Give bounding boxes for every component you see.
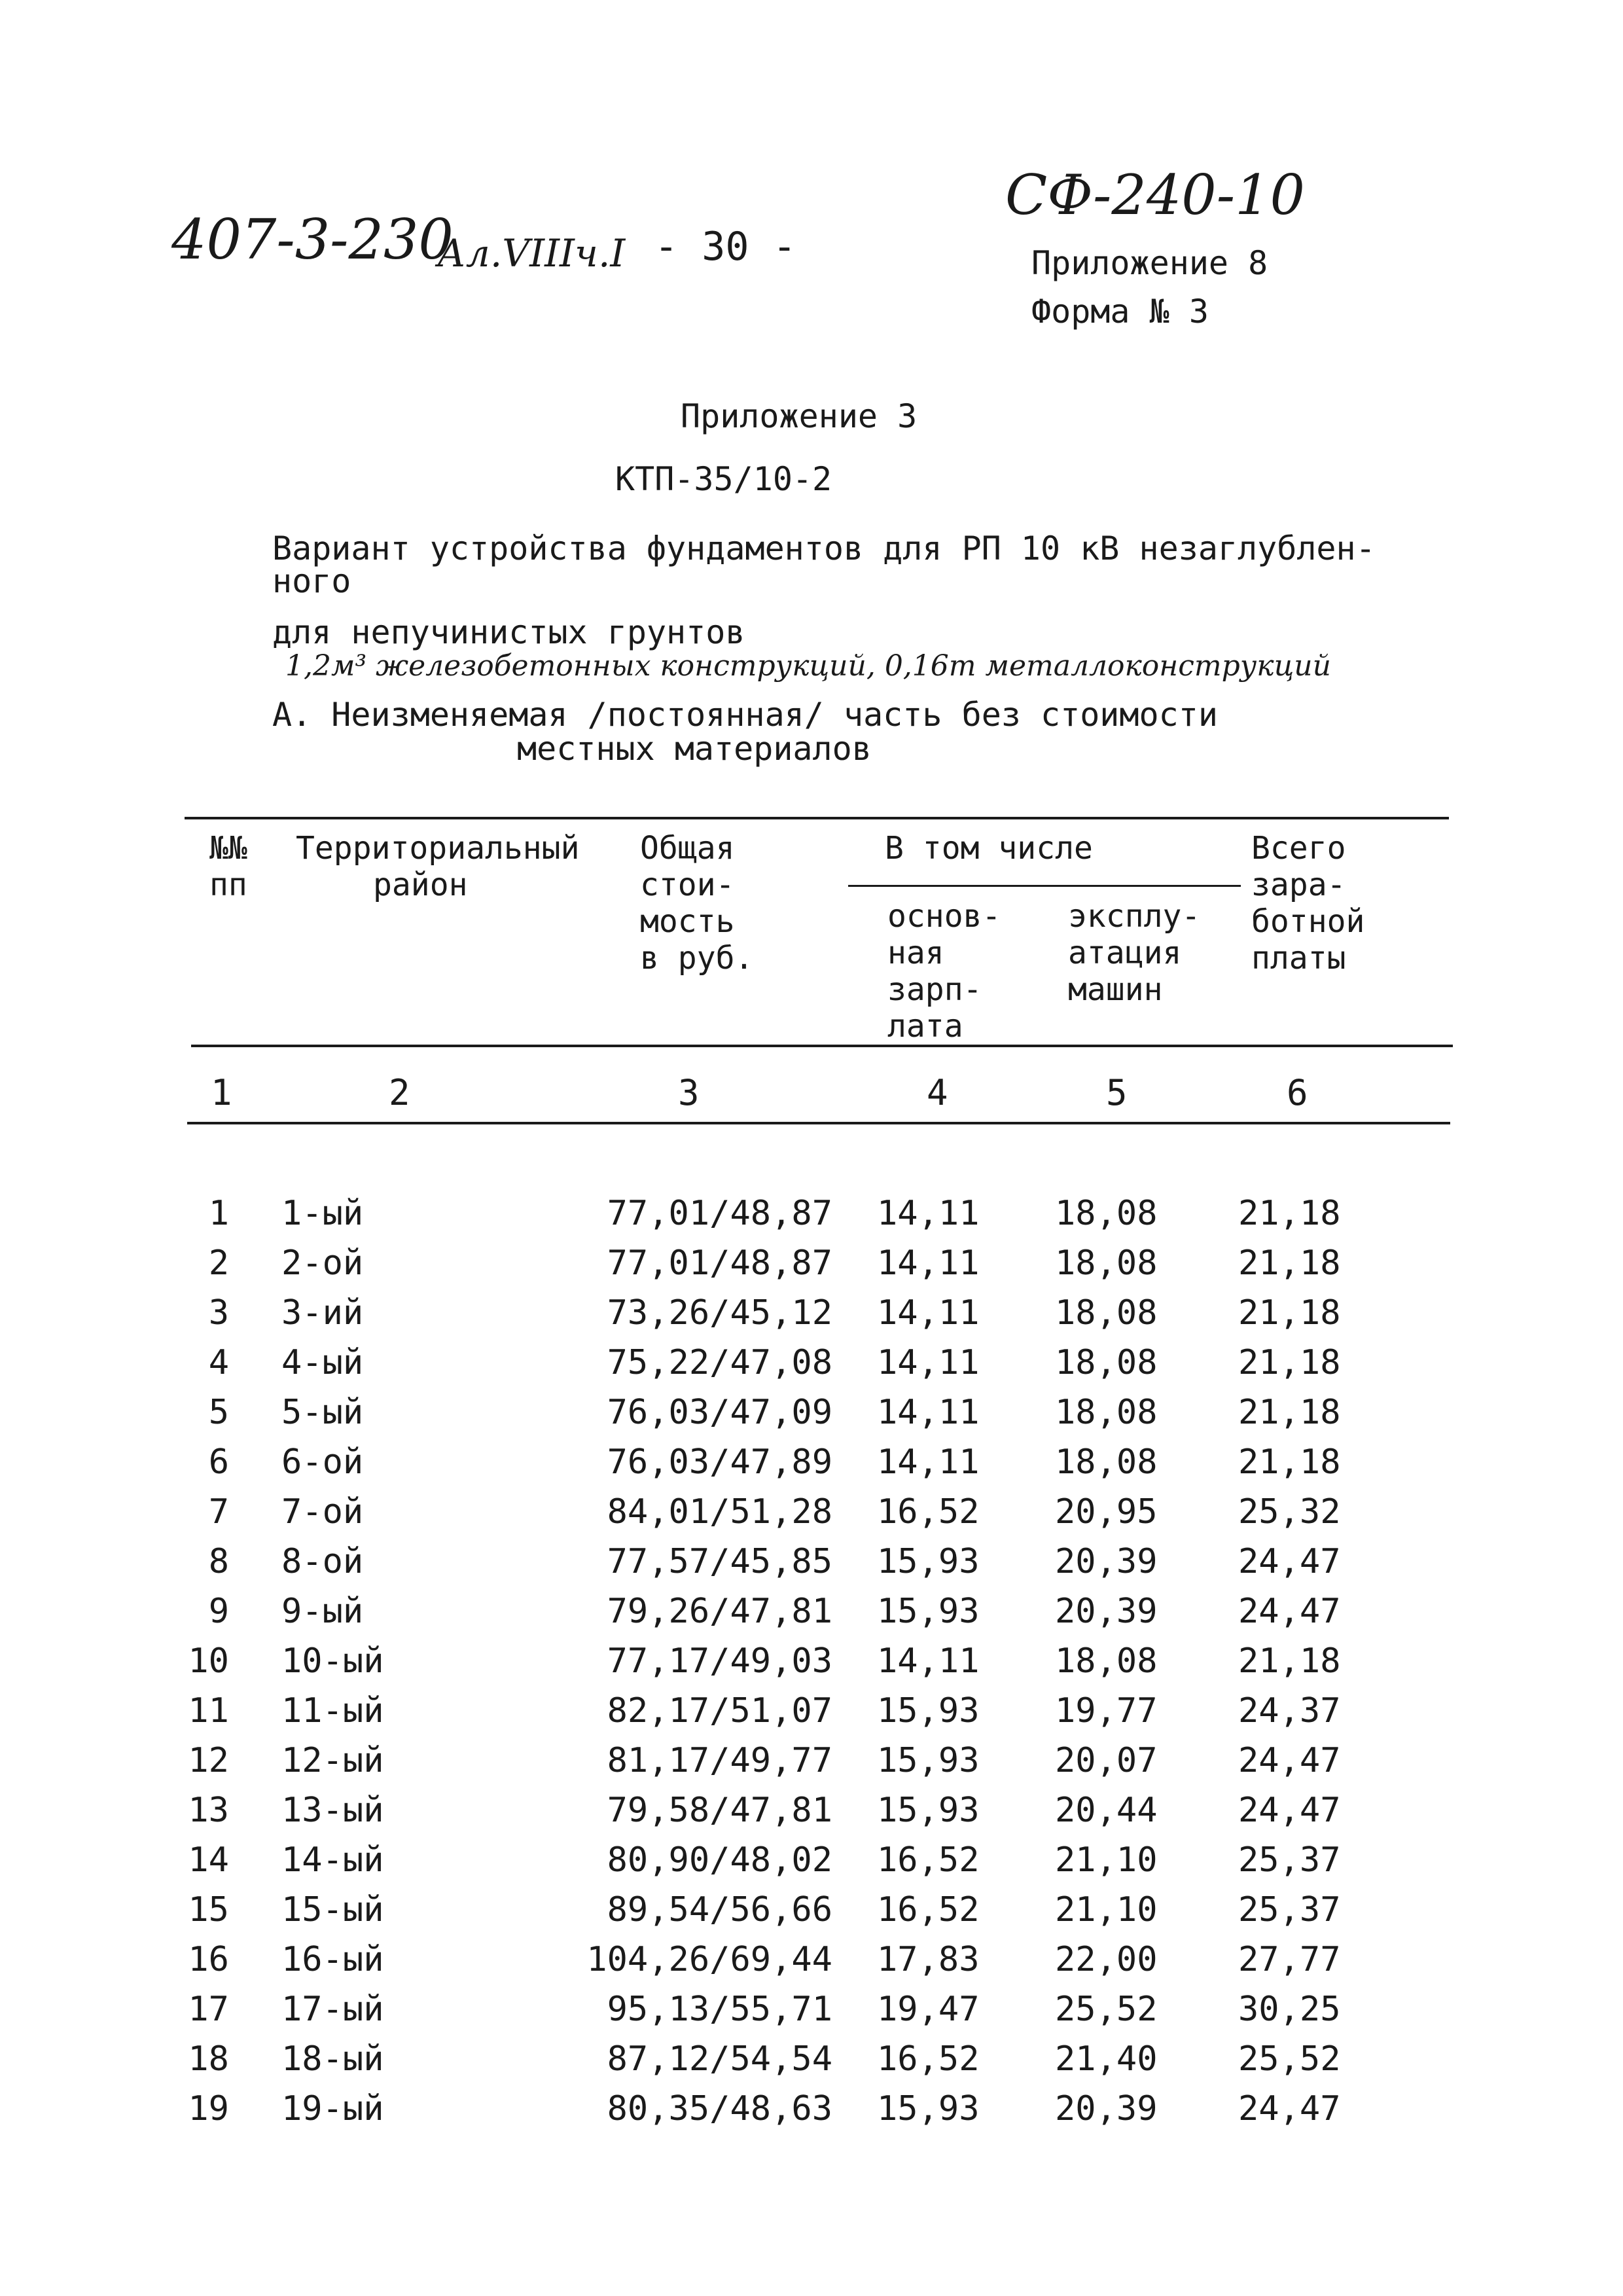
cell-wages: 21,18 bbox=[1238, 1343, 1341, 1382]
cell-base: 14,11 bbox=[877, 1244, 980, 1283]
cell-number: 13 bbox=[188, 1791, 229, 1830]
cell-total: 82,17/51,07 bbox=[607, 1691, 832, 1731]
cell-number: 10 bbox=[188, 1641, 229, 1681]
handwritten-materials-note: 1,2м³ железобетонных конструкций, 0,16т металлоконструкций bbox=[285, 649, 1331, 683]
document-code: 407-3-230 bbox=[171, 207, 454, 272]
table-top-rule bbox=[185, 817, 1449, 819]
cell-base: 14,11 bbox=[877, 1393, 980, 1432]
table-row bbox=[0, 1835, 1623, 1885]
cell-total: 73,26/45,12 bbox=[607, 1293, 832, 1333]
cell-number: 4 bbox=[208, 1343, 229, 1382]
cell-total: 77,01/48,87 bbox=[607, 1244, 832, 1283]
cell-region: 9-ый bbox=[281, 1592, 364, 1631]
cell-number: 8 bbox=[208, 1542, 229, 1581]
cell-total: 76,03/47,89 bbox=[607, 1443, 832, 1482]
handwritten-code: СФ-240-10 bbox=[1005, 163, 1305, 227]
table-row bbox=[0, 1388, 1623, 1437]
variant-line-2: ного bbox=[272, 562, 351, 600]
cell-region: 2-ой bbox=[281, 1244, 364, 1283]
variant-line-1: Вариант устройства фундаментов для РП 10 кВ незаглублен- bbox=[272, 529, 1376, 567]
cell-region: 11-ый bbox=[281, 1691, 384, 1731]
cell-base: 15,93 bbox=[877, 1741, 980, 1780]
cell-base: 15,93 bbox=[877, 1691, 980, 1731]
section-a-line-2: местных материалов bbox=[517, 730, 872, 768]
cell-machines: 18,08 bbox=[1055, 1293, 1158, 1333]
cell-base: 14,11 bbox=[877, 1343, 980, 1382]
table-row bbox=[0, 1288, 1623, 1338]
table-row bbox=[0, 1885, 1623, 1935]
header-col-region: Территориальный район bbox=[296, 830, 580, 903]
cell-base: 15,93 bbox=[877, 2089, 980, 2128]
cell-wages: 24,47 bbox=[1238, 1592, 1341, 1631]
cell-number: 11 bbox=[188, 1691, 229, 1731]
header-bottom-rule bbox=[191, 1045, 1453, 1047]
cell-machines: 25,52 bbox=[1055, 1990, 1158, 2029]
cell-machines: 20,44 bbox=[1055, 1791, 1158, 1830]
cell-machines: 21,40 bbox=[1055, 2039, 1158, 2079]
cell-base: 14,11 bbox=[877, 1293, 980, 1333]
cell-total: 79,26/47,81 bbox=[607, 1592, 832, 1631]
cell-machines: 21,10 bbox=[1055, 1840, 1158, 1880]
cell-base: 17,83 bbox=[877, 1940, 980, 1979]
cell-wages: 24,47 bbox=[1238, 1542, 1341, 1581]
album-reference: Ал.VIIIч.I bbox=[437, 231, 626, 276]
cell-wages: 24,47 bbox=[1238, 1741, 1341, 1780]
cell-region: 7-ой bbox=[281, 1492, 364, 1532]
cell-wages: 25,37 bbox=[1238, 1840, 1341, 1880]
cell-wages: 24,47 bbox=[1238, 2089, 1341, 2128]
cell-machines: 18,08 bbox=[1055, 1343, 1158, 1382]
cell-base: 16,52 bbox=[877, 2039, 980, 2079]
cell-region: 6-ой bbox=[281, 1443, 364, 1482]
header-col-base-wage: основ- ная зарп- лата bbox=[887, 898, 1001, 1045]
form-label: Форма № 3 bbox=[1031, 293, 1209, 331]
cell-region: 12-ый bbox=[281, 1741, 384, 1780]
header-col-total-cost: Общая стои- мость в руб. bbox=[640, 830, 754, 977]
cell-machines: 20,07 bbox=[1055, 1741, 1158, 1780]
cell-number: 19 bbox=[188, 2089, 229, 2128]
cell-base: 16,52 bbox=[877, 1492, 980, 1532]
column-number-3: 3 bbox=[678, 1072, 700, 1113]
cell-wages: 27,77 bbox=[1238, 1940, 1341, 1979]
cell-wages: 21,18 bbox=[1238, 1443, 1341, 1482]
cell-number: 5 bbox=[208, 1393, 229, 1432]
cell-machines: 18,08 bbox=[1055, 1443, 1158, 1482]
cell-base: 16,52 bbox=[877, 1840, 980, 1880]
cell-region: 14-ый bbox=[281, 1840, 384, 1880]
group-header-rule bbox=[848, 885, 1241, 887]
cell-number: 14 bbox=[188, 1840, 229, 1880]
table-row bbox=[0, 1984, 1623, 2034]
cell-region: 18-ый bbox=[281, 2039, 384, 2079]
cell-wages: 21,18 bbox=[1238, 1641, 1341, 1681]
table-row bbox=[0, 1587, 1623, 1636]
cell-region: 5-ый bbox=[281, 1393, 364, 1432]
cell-number: 18 bbox=[188, 2039, 229, 2079]
column-number-4: 4 bbox=[927, 1072, 948, 1113]
cell-total: 75,22/47,08 bbox=[607, 1343, 832, 1382]
cell-wages: 21,18 bbox=[1238, 1244, 1341, 1283]
cell-number: 16 bbox=[188, 1940, 229, 1979]
column-number-6: 6 bbox=[1287, 1072, 1308, 1113]
table-row bbox=[0, 1537, 1623, 1587]
cell-wages: 25,52 bbox=[1238, 2039, 1341, 2079]
header-col-total-wages: Всего зара- ботной платы bbox=[1251, 830, 1365, 977]
column-number-5: 5 bbox=[1106, 1072, 1128, 1113]
cell-base: 16,52 bbox=[877, 1890, 980, 1929]
cell-total: 104,26/69,44 bbox=[586, 1940, 832, 1979]
column-number-2: 2 bbox=[389, 1072, 410, 1113]
table-body bbox=[0, 1189, 1623, 2134]
table-row bbox=[0, 1785, 1623, 1835]
cell-machines: 18,08 bbox=[1055, 1641, 1158, 1681]
cell-number: 12 bbox=[188, 1741, 229, 1780]
cell-region: 15-ый bbox=[281, 1890, 384, 1929]
cell-region: 16-ый bbox=[281, 1940, 384, 1979]
cell-number: 9 bbox=[208, 1592, 229, 1631]
table-row bbox=[0, 1636, 1623, 1686]
table-row bbox=[0, 1686, 1623, 1736]
cell-machines: 19,77 bbox=[1055, 1691, 1158, 1731]
table-row bbox=[0, 1238, 1623, 1288]
cell-machines: 22,00 bbox=[1055, 1940, 1158, 1979]
cell-wages: 25,32 bbox=[1238, 1492, 1341, 1532]
cell-region: 1-ый bbox=[281, 1194, 364, 1233]
cell-region: 4-ый bbox=[281, 1343, 364, 1382]
column-number-1: 1 bbox=[211, 1072, 232, 1113]
cell-region: 3-ий bbox=[281, 1293, 364, 1333]
cell-number: 6 bbox=[208, 1443, 229, 1482]
cell-total: 77,01/48,87 bbox=[607, 1194, 832, 1233]
cell-machines: 20,95 bbox=[1055, 1492, 1158, 1532]
cell-number: 2 bbox=[208, 1244, 229, 1283]
header-col-machine-operation: эксплу- атация машин bbox=[1068, 898, 1201, 1008]
ktp-code: КТП-35/10-2 bbox=[615, 460, 832, 498]
cell-base: 15,93 bbox=[877, 1542, 980, 1581]
cell-base: 15,93 bbox=[877, 1592, 980, 1631]
cell-total: 80,35/48,63 bbox=[607, 2089, 832, 2128]
appendix-3-title: Приложение 3 bbox=[681, 397, 918, 435]
table-row bbox=[0, 1437, 1623, 1487]
cell-wages: 21,18 bbox=[1238, 1194, 1341, 1233]
table-row bbox=[0, 2034, 1623, 2084]
column-numbers-rule bbox=[187, 1122, 1450, 1124]
header-col-number: №№ пп bbox=[209, 830, 247, 903]
cell-total: 77,17/49,03 bbox=[607, 1641, 832, 1681]
cell-machines: 18,08 bbox=[1055, 1244, 1158, 1283]
cell-machines: 21,10 bbox=[1055, 1890, 1158, 1929]
cell-machines: 18,08 bbox=[1055, 1194, 1158, 1233]
cell-number: 15 bbox=[188, 1890, 229, 1929]
table-row bbox=[0, 1935, 1623, 1984]
cell-number: 17 bbox=[188, 1990, 229, 2029]
cell-number: 1 bbox=[208, 1194, 229, 1233]
cell-machines: 18,08 bbox=[1055, 1393, 1158, 1432]
table-row bbox=[0, 1338, 1623, 1388]
cell-number: 7 bbox=[208, 1492, 229, 1532]
cell-base: 14,11 bbox=[877, 1194, 980, 1233]
cell-wages: 21,18 bbox=[1238, 1393, 1341, 1432]
cell-region: 8-ой bbox=[281, 1542, 364, 1581]
cell-number: 3 bbox=[208, 1293, 229, 1333]
table-row bbox=[0, 1736, 1623, 1785]
cell-machines: 20,39 bbox=[1055, 2089, 1158, 2128]
cell-region: 10-ый bbox=[281, 1641, 384, 1681]
cell-region: 13-ый bbox=[281, 1791, 384, 1830]
appendix-8-label: Приложение 8 bbox=[1031, 244, 1268, 282]
cell-region: 17-ый bbox=[281, 1990, 384, 2029]
cell-total: 79,58/47,81 bbox=[607, 1791, 832, 1830]
cell-total: 95,13/55,71 bbox=[607, 1990, 832, 2029]
header-group-including: В том числе bbox=[885, 830, 1093, 867]
page-number: - 30 - bbox=[654, 224, 796, 270]
cell-total: 80,90/48,02 bbox=[607, 1840, 832, 1880]
cell-total: 89,54/56,66 bbox=[607, 1890, 832, 1929]
cell-base: 19,47 bbox=[877, 1990, 980, 2029]
cell-base: 15,93 bbox=[877, 1791, 980, 1830]
cell-total: 76,03/47,09 bbox=[607, 1393, 832, 1432]
cell-total: 77,57/45,85 bbox=[607, 1542, 832, 1581]
cell-wages: 24,37 bbox=[1238, 1691, 1341, 1731]
cell-total: 84,01/51,28 bbox=[607, 1492, 832, 1532]
cell-wages: 25,37 bbox=[1238, 1890, 1341, 1929]
cell-machines: 20,39 bbox=[1055, 1542, 1158, 1581]
table-row bbox=[0, 1189, 1623, 1238]
cell-wages: 24,47 bbox=[1238, 1791, 1341, 1830]
cell-region: 19-ый bbox=[281, 2089, 384, 2128]
table-row bbox=[0, 2084, 1623, 2134]
cell-base: 14,11 bbox=[877, 1443, 980, 1482]
cell-total: 87,12/54,54 bbox=[607, 2039, 832, 2079]
cell-wages: 30,25 bbox=[1238, 1990, 1341, 2029]
cell-base: 14,11 bbox=[877, 1641, 980, 1681]
section-a-line-1: А. Неизменяемая /постоянная/ часть без стоимости bbox=[272, 696, 1218, 734]
cell-total: 81,17/49,77 bbox=[607, 1741, 832, 1780]
table-row bbox=[0, 1487, 1623, 1537]
cell-wages: 21,18 bbox=[1238, 1293, 1341, 1333]
soil-type-line: для непучинистых грунтов bbox=[272, 613, 745, 651]
cell-machines: 20,39 bbox=[1055, 1592, 1158, 1631]
